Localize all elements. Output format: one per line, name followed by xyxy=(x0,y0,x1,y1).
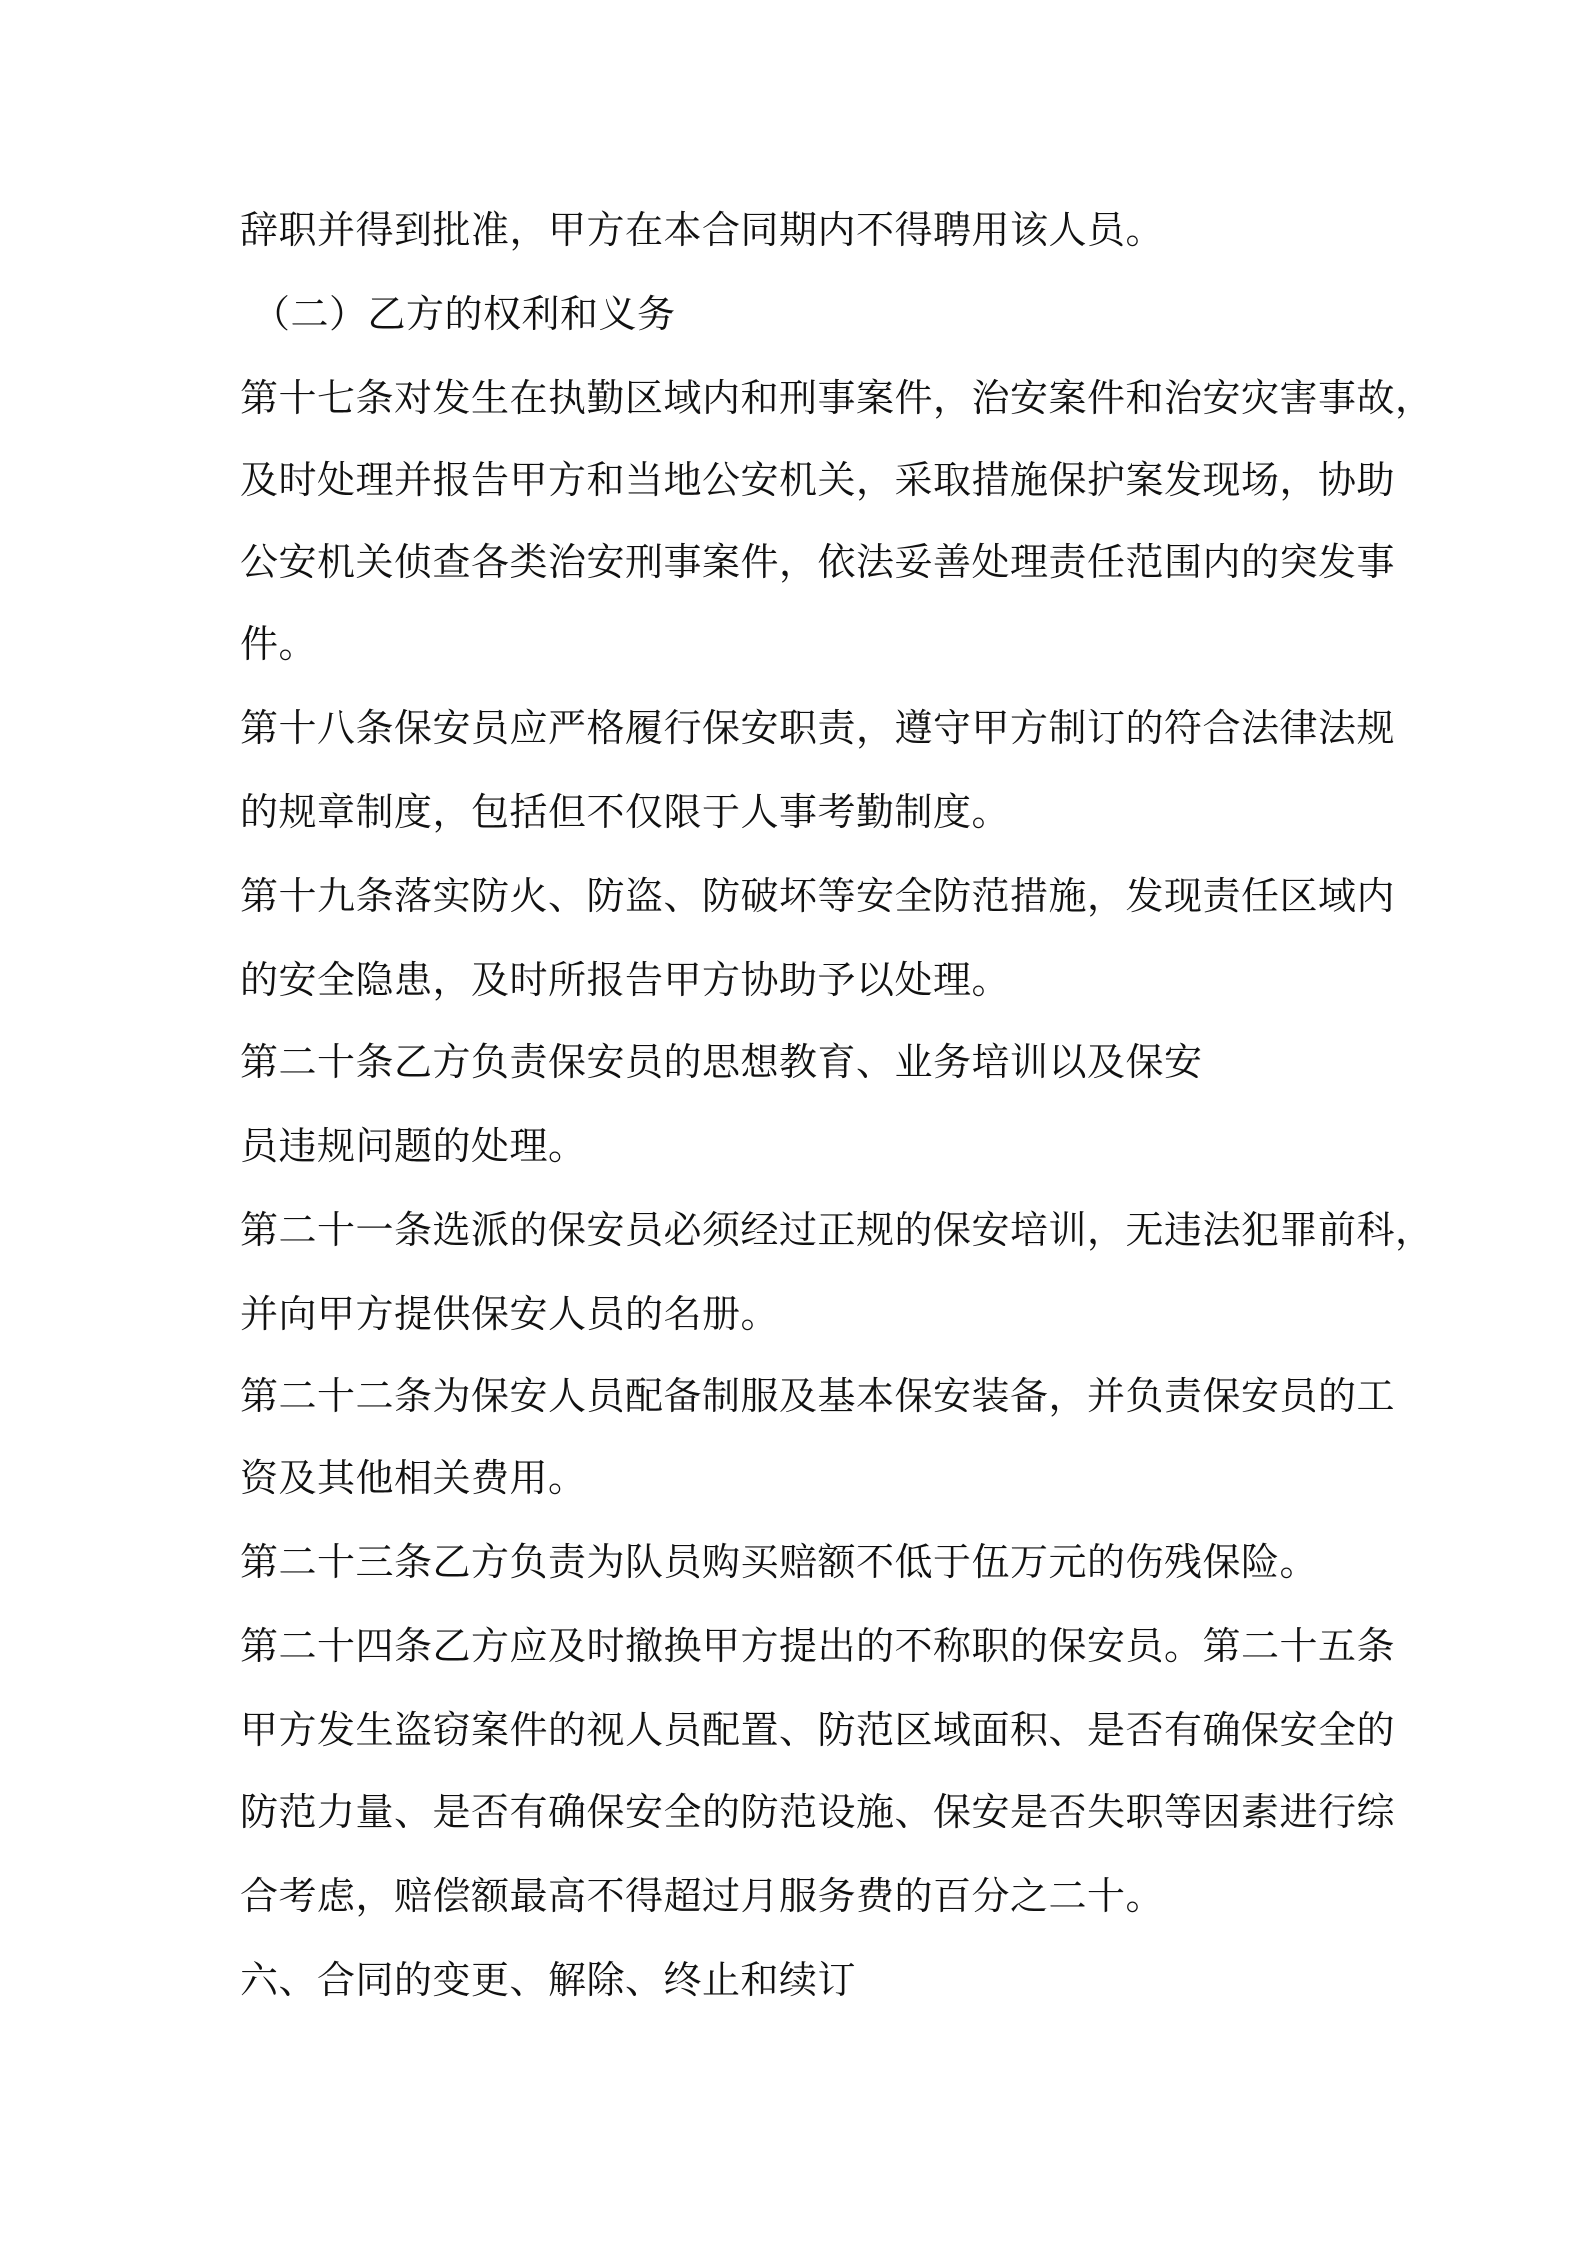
text-line: 资及其他相关费用。 xyxy=(240,1456,587,1500)
text-line: 第二十二条为保安人员配备制服及基本保安装备，并负责保安员的工 xyxy=(240,1374,1396,1418)
text-line: 第二十条乙方负责保安员的思想教育、业务培训以及保安 xyxy=(240,1040,1203,1084)
text-line: 第二十四条乙方应及时撤换甲方提出的不称职的保安员。第二十五条 xyxy=(240,1624,1396,1668)
text-line: 甲方发生盗窃案件的视人员配置、防范区域面积、是否有确保安全的 xyxy=(240,1708,1396,1752)
text-line: 合考虑，赔偿额最高不得超过月服务费的百分之二十。 xyxy=(240,1874,1165,1918)
text-line: 辞职并得到批准，甲方在本合同期内不得聘用该人员。 xyxy=(240,208,1165,252)
text-line: 的规章制度，包括但不仅限于人事考勤制度。 xyxy=(240,790,1011,834)
text-line: 防范力量、是否有确保安全的防范设施、保安是否失职等因素进行综 xyxy=(240,1790,1396,1834)
text-line: 公安机关侦查各类治安刑事案件，依法妥善处理责任范围内的突发事 xyxy=(240,540,1396,584)
section-heading: （二）乙方的权利和义务 xyxy=(252,292,676,336)
text-line: 第二十一条选派的保安员必须经过正规的保安培训，无违法犯罪前科， xyxy=(240,1208,1434,1252)
text-line: 第二十三条乙方负责为队员购买赔额不低于伍万元的伤残保险。 xyxy=(240,1540,1319,1584)
text-line: 第十九条落实防火、防盗、防破坏等安全防范措施，发现责任区域内 xyxy=(240,874,1396,918)
section-heading: 六、合同的变更、解除、终止和续订 xyxy=(240,1958,857,2002)
text-line: 件。 xyxy=(240,622,318,666)
text-line: 第十七条对发生在执勤区域内和刑事案件，治安案件和治安灾害事故， xyxy=(240,376,1434,420)
text-line: 及时处理并报告甲方和当地公安机关，采取措施保护案发现场，协助 xyxy=(240,458,1396,502)
text-line: 第十八条保安员应严格履行保安职责，遵守甲方制订的符合法律法规 xyxy=(240,706,1396,750)
text-line: 并向甲方提供保安人员的名册。 xyxy=(240,1292,780,1336)
text-line: 员违规问题的处理。 xyxy=(240,1124,587,1168)
text-line: 的安全隐患，及时所报告甲方协助予以处理。 xyxy=(240,958,1011,1002)
